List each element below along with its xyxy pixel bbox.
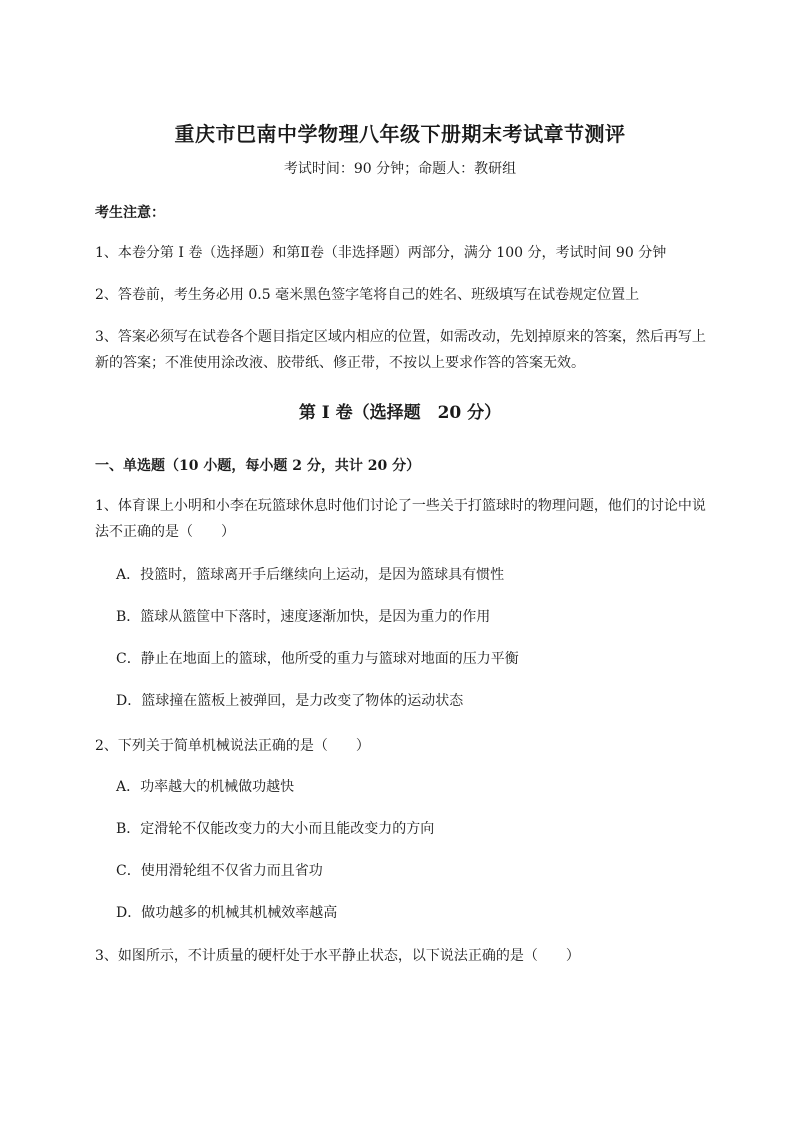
- note-item: 2、答卷前，考生务必用 0.5 毫米黑色签字笔将自己的姓名、班级填写在试卷规定位置上: [95, 287, 640, 303]
- option-item: A．功率越大的机械做功越快: [116, 779, 295, 795]
- option-item: D．做功越多的机械其机械效率越高: [116, 905, 338, 921]
- option-item: C．静止在地面上的篮球，他所受的重力与篮球对地面的压力平衡: [116, 651, 519, 667]
- note-item: 3、答案必须写在试卷各个题目指定区域内相应的位置，如需改动，先划掉原来的答案，然后再写上新的答案；不准使用涂改液、胶带纸、修正带，不按以上要求作答的答案无效。: [95, 329, 706, 371]
- question-stem: 2、下列关于简单机械说法正确的是（ ）: [95, 738, 370, 754]
- question-stem: 1、体育课上小明和小李在玩篮球休息时他们讨论了一些关于打篮球时的物理问题，他们的讨论中说法不正确的是（ ）: [95, 498, 706, 540]
- option-item: C．使用滑轮组不仅省力而且省功: [116, 863, 323, 879]
- part-heading: 一、单选题（10 小题，每小题 2 分，共计 20 分）: [95, 458, 421, 474]
- notes-heading: 考生注意：: [95, 205, 165, 221]
- section-title: 第 I 卷（选择题 20 分）: [298, 403, 502, 423]
- option-item: B．定滑轮不仅能改变力的大小而且能改变力的方向: [116, 821, 435, 837]
- question-stem: 3、如图所示，不计质量的硬杆处于水平静止状态，以下说法正确的是（ ）: [95, 948, 580, 964]
- note-item: 1、本卷分第 I 卷（选择题）和第Ⅱ卷（非选择题）两部分，满分 100 分，考试时间 90 分钟: [95, 245, 667, 261]
- exam-subtitle: 考试时间：90 分钟；命题人：教研组: [283, 161, 517, 177]
- option-item: D．篮球撞在篮板上被弹回，是力改变了物体的运动状态: [116, 693, 464, 709]
- option-item: B．篮球从篮筐中下落时，速度逐渐加快，是因为重力的作用: [116, 609, 491, 625]
- option-item: A．投篮时，篮球离开手后继续向上运动，是因为篮球具有惯性: [116, 567, 505, 583]
- exam-title: 重庆市巴南中学物理八年级下册期末考试章节测评: [174, 122, 626, 146]
